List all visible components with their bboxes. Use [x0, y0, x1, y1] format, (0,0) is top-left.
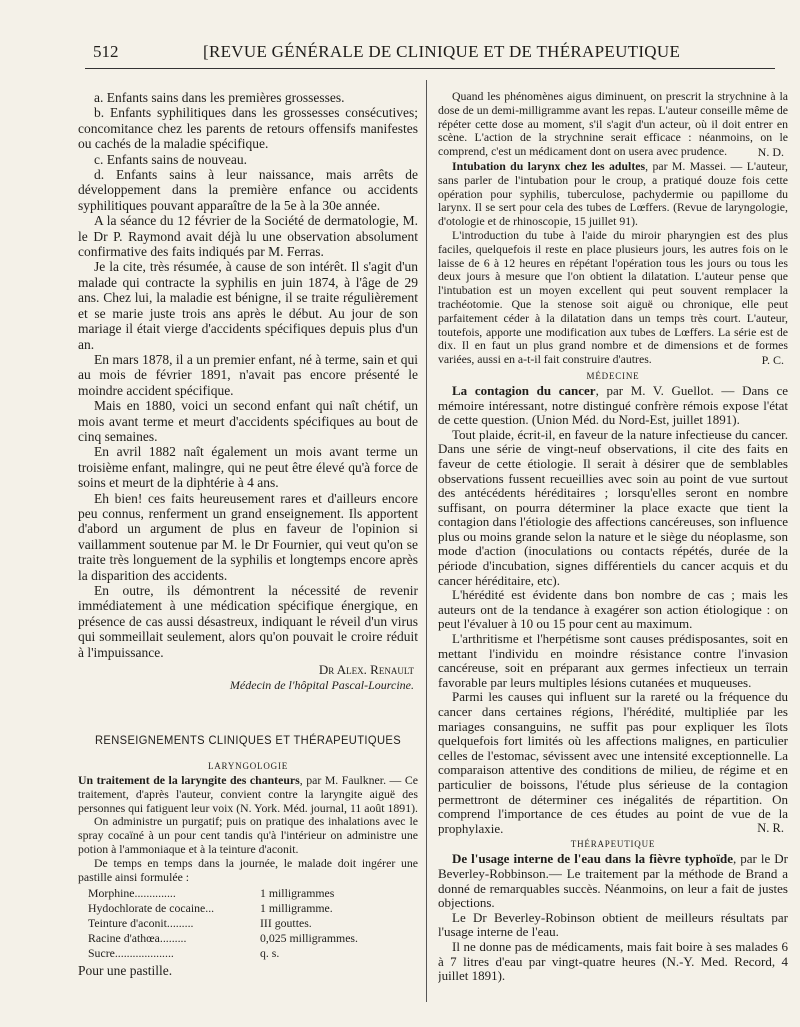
recipe-ingredient: Teinture d'aconit......... — [88, 916, 194, 931]
section-title: RENSEIGNEMENTS CLINIQUES ET THÉRAPEUTIQUES — [94, 733, 402, 748]
subhead-laryngologie: LARYNGOLOGIE — [207, 761, 289, 772]
paragraph-heredite: L'hérédité est évidente dans bon nombre de cas ; mais les auteurs ont de la tendance à exagérer son action étiologique : on peut l'évaluer à 10 ou 15 pour cent au maximum. — [438, 587, 788, 632]
article-body: , par M. Massei. — L'auteur, sans parler de l'intubation pour le croup, a pratiqué douze fois cette opération pour syphilis, tuberculose, pachydermie ou papillome du larynx. Il se sert pour cela des tubes de Lœffers. (Revue de laryngologie, d'otologie et de rhinoscopie, 15 juillet 91). — [438, 158, 788, 229]
recipe-ingredient: Hydochlorate de cocaine... — [88, 901, 215, 916]
paragraph-1880: Mais en 1880, voici un second enfant qui naît chétif, un mois avant terme et meurt d'accidents spécifiques au bout de cinq semaines. — [78, 398, 418, 444]
recipe-ingredient: Morphine.............. — [88, 886, 176, 901]
article-title: Intubation du larynx chez les adultes — [452, 158, 646, 173]
page-number: 512 — [93, 42, 119, 61]
recipe-dose: q. s. — [260, 946, 280, 961]
paragraph-cite: Je la cite, très résumée, à cause de son intérêt. Il s'agit d'un malade qui contracte la syphilis en juin 1874, à l'âge de 29 ans. Chez lui, la maladie est bénigne, il se traite régulièrement et se marie juste trois ans après le début. Au jour de son mariage il était vierge d'accidents spécifiques depuis plus d'un an. — [78, 259, 418, 352]
article-title: Un traitement de la laryngite des chanteurs — [78, 773, 300, 788]
paragraph-temps: De temps en temps dans la journée, le malade doit ingérer une pastille ainsi formulée : — [78, 855, 418, 884]
article-body: , par le Dr Beverley-Robbinson.— Le traitement par la méthode de Brand a donné de remarquables succès. Néanmoins, on leur a fait de justes objections. — [438, 851, 788, 911]
recipe-row — [88, 901, 418, 916]
signature-nr: N. R. — [757, 821, 784, 836]
recipe-list — [88, 886, 418, 961]
paragraph-medicaments: Il ne donne pas de médicaments, mais fait boire à ses malades 6 à 7 litres d'eau par vingt-quatre heures (N.-Y. Med. Record, 4 juillet 1891). — [438, 938, 788, 984]
paragraph-1882: En avril 1882 naît également un mois avant terme un troisième enfant, malingre, qui ne peut être élevé qu'à force de soins et meurt de la diphtérie à 4 ans. — [78, 444, 418, 491]
article-body: , par M. Faulkner. — Ce traitement, d'après l'auteur, convient contre la laryngite aiguë des personnes qui fatiguent leur voix (N. York. Méd. journal, 11 août 1891). — [78, 773, 418, 815]
recipe-row — [88, 886, 418, 901]
paragraph-purgatif: On administre un purgatif; puis on pratique des inhalations avec le spray cocaïné à un pour cent tandis qu'à l'intérieur on administre une potion à l'ammoniaque et à la teinture d'aconit. — [78, 814, 418, 857]
paragraph-tout-plaide: Tout plaide, écrit-il, en faveur de la nature infectieuse du cancer. Dans une série de vingt-neuf observations, il cite des faits en faveur de cette étiologie. Il serait à désirer que de semblables observations fussent recueillies avec soin au point de vue surtout des antécédents héréditaires ; lorsqu'elles seront en nombre suffisant, on pourra déterminer la place exacte que tient la contagion dans l'étiologie des affections cancéreuses, son influence plus ou moins grande selon la nature et le siège du néoplasme, son mode d'action (inoculations ou contacts répétés, durée de la période d'incubation, signes différentiels du cancer acquis et du cancer héréditaire, etc). — [438, 426, 788, 588]
paragraph-mars: En mars 1878, il a un premier enfant, né à terme, sain et qui au mois de février 1891, n'avait pas encore présenté le moindre accident spécifique. — [78, 351, 418, 398]
subhead-therapeutique: THÉRAPEUTIQUE — [570, 839, 656, 850]
recipe-row — [88, 916, 418, 931]
article-body: , par M. V. Guellot. — Dans ce mémoire intéressant, notre distingué confrère rémois expose l'état de cette question. (Union Méd. du Nord-Est, juillet 1891). — [438, 382, 788, 428]
list-item-d: d. Enfants sains à leur naissance, mais arrêts de développement dans la première enfance ou accidents syphilitiques pouvant apparaître de la 5e à la 30e année. — [78, 167, 418, 213]
article-title: La contagion du cancer — [452, 382, 596, 398]
paragraph-arthritisme: L'arthritisme et l'herpétisme sont causes prédisposantes, soit en mettant l'individu en moindre résistance contre l'invasion cancéreuse, soit en préparant aux germes infectieux un terrain favorable par leurs multiples lésions cutanées et muqueuses. — [438, 631, 788, 690]
article-laryngite — [78, 774, 418, 815]
paragraph-en-outre: En outre, ils démontrent la nécessité de revenir immédiatement à une médication spécifique énergique, en présence de cas aussi désastreux, indiquant le réveil d'un virus qui sommeillait seulement, alors qu'on pouvait le croire réduit à l'impuissance. — [78, 583, 418, 660]
article-eau — [438, 852, 788, 910]
column-divider — [426, 80, 427, 1002]
paragraph-beverley: Le Dr Beverley-Robinson obtient de meilleurs résultats par l'usage interne de l'eau. — [438, 909, 788, 940]
paragraph-eh-bien: Eh bien! ces faits heureusement rares et d'ailleurs encore peu connus, renferment un grand enseignement. Ils apportent d'abord un argument de plus en faveur de l'opinion si vaillamment soutenue par M. le Dr Fournier, qui veut qu'on se traite très longuement de la syphilis et longtemps encore après la disparition des accidents. — [78, 490, 418, 583]
recipe-row — [88, 946, 418, 961]
recipe-dose: III gouttes. — [260, 916, 312, 931]
paragraph-strychnine: Quand les phénomènes aigus diminuent, on prescrit la strychnine à la dose de un demi-milligramme avant les repas. L'auteur conseille même de répéter cette dose au moment, s'il s'agit d'un acteur, où il doit entrer en scène. L'action de la strychnine serait efficace : néanmoins, on le comprend, c'est un médicament dont on usera avec prudence. — [438, 90, 788, 159]
header-rule — [85, 68, 775, 69]
list-item-a: a. Enfants sains dans les premières grossesses. — [94, 90, 345, 105]
recipe-row — [88, 931, 418, 946]
running-title: [REVUE GÉNÉRALE DE CLINIQUE ET DE THÉRAPEUTIQUE — [203, 42, 681, 61]
article-cancer — [438, 384, 788, 428]
author-title: Médecin de l'hôpital Pascal-Lourcine. — [229, 678, 414, 693]
subhead-medecine: MÉDECINE — [586, 370, 640, 381]
paragraph-seance: A la séance du 12 février de la Société de dermatologie, M. le Dr P. Raymond avait déjà lu une observation absolument confirmative des faits indiqués par M. Ferras. — [78, 213, 418, 260]
recipe-dose: 0,025 milligrammes. — [260, 931, 358, 946]
recipe-ingredient: Sucre.................... — [88, 946, 174, 961]
author-signature: Dr Alex. Renault — [318, 662, 414, 678]
paragraph-tube: L'introduction du tube à l'aide du miroir pharyngien est des plus faciles, quelquefois il reste en place plusieurs jours, les autres fois on le laisse de 6 à 12 heures en répétant l'opération tous les jours ou tous les deux jours à mesure que l'on obtient la dilatation. L'auteur pense que l'intubation est un moyen excellent qui peut souvent remplacer la trachéotomie. Que la stenose soit aiguë ou chronique, elle peut parfaitement céder à la dilatation dans un temps très court. L'auteur, toutefois, apporte une modification aux tubes de Lœffers. La série est de dix. Il en faut un plus grand nombre et de dimensions et de formes variées, aussi en a-t-il fait construire d'autres. — [438, 227, 788, 367]
page-header — [85, 40, 775, 66]
article-title: De l'usage interne de l'eau dans la fièvre typhoïde — [452, 851, 734, 867]
left-column — [78, 90, 418, 979]
paragraph-parmi: Parmi les causes qui influent sur la rareté ou la fréquence du cancer dans certaines régions, l'hérédité, multipliée par les mariages consanguins, ne suffit pas pour expliquer les îlots quelquefois fort limités où les affections malignes, en particulier celles de l'estomac, sévissent avec une intensité exceptionnelle. La comparaison attentive des conditions de milieu, de régime et en particulier de boissons, l'étude plus sérieuse de la contagion permettront de déterminer ces inégalités de répartition. On comprend l'importance de ces études au point de vue de la prophylaxie. — [438, 689, 788, 836]
signature-nd: N. D. — [757, 144, 784, 159]
list-item-c: c. Enfants sains de nouveau. — [94, 151, 247, 167]
signature-pc: P. C. — [761, 352, 784, 367]
recipe-dose: 1 milligrammes — [260, 886, 335, 901]
recipe-dose: 1 milligramme. — [260, 901, 333, 916]
right-column — [438, 90, 788, 984]
list-item-b: b. Enfants syphilitiques dans les grossesses consécutives; concomitance chez les parents de retours offensifs manifestes ou cachés de la maladie spécifique. — [78, 105, 418, 152]
recipe-ingredient: Racine d'athœa......... — [88, 931, 187, 946]
article-intubation — [438, 160, 788, 229]
recipe-footer: Pour une pastille. — [78, 963, 173, 979]
